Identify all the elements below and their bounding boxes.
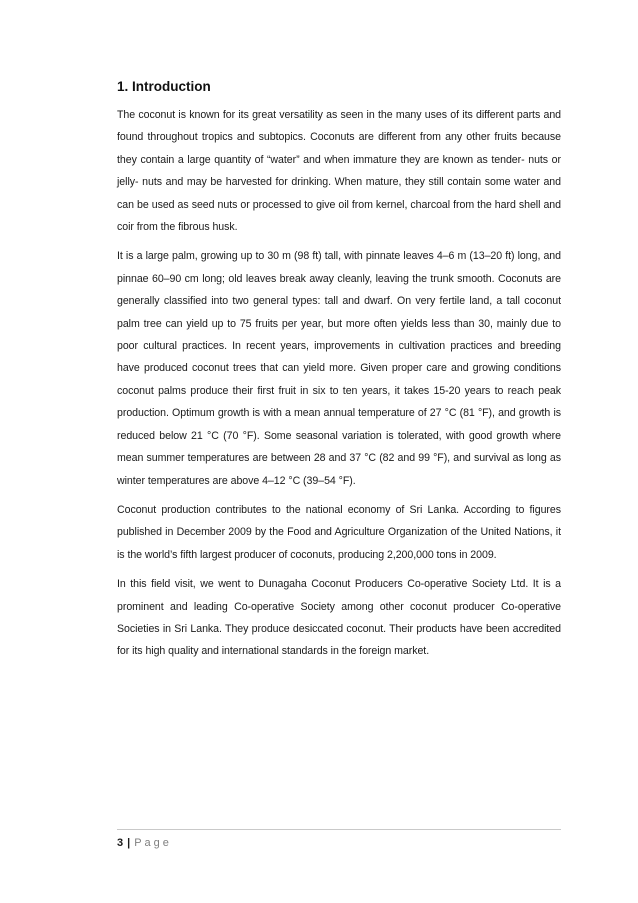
- footer-separator: |: [127, 837, 131, 849]
- footer-divider: [117, 829, 561, 830]
- paragraph-field-visit: In this field visit, we went to Dunagaha Coconut Producers Co-operative Society Ltd. It is a prominent and leading Co-operative Society among other coconut producer Co-operative Societies in Sri Lanka. They produce desiccated coconut. Their products have been accredited for its high quality and international standards in the foreign market.: [117, 578, 561, 658]
- page-label: Page: [134, 837, 172, 849]
- paragraph-palm-description: It is a large palm, growing up to 30 m (98 ft) tall, with pinnate leaves 4–6 m (13–20 ft) long, and pinnae 60–90 cm long; old leaves break away cleanly, leaving the trunk smooth. Coconuts are generally classified into two general types: tall and dwarf. On very fertile land, a tall coconut palm tree can yield up to 75 fruits per year, but more often yields less than 30, mainly due to poor cultural practices. In recent years, improvements in cultivation practices and breeding have produced coconut trees that can yield more. Given proper care and growing conditions coconut palms produce their first fruit in six to ten years, it takes 15-20 years to reach peak production. Optimum growth is with a mean annual temperature of 27 °C (81 °F), and growth is reduced below 21 °C (70 °F). Some seasonal variation is tolerated, with good growth where mean summer temperatures are between 28 and 37 °C (82 and 99 °F), and survival as long as winter temperatures are above 4–12 °C (39–54 °F).: [117, 250, 561, 487]
- paragraph-intro: The coconut is known for its great versatility as seen in the many uses of its different parts and found throughout tropics and subtopics. Coconuts are different from any other fruits because they contain a large quantity of “water” and when immature they are known as tender- nuts or jelly- nuts and may be harvested for drinking. When mature, they still contain some water and can be used as seed nuts or processed to give oil from kernel, charcoal from the hard shell and coir from the fibrous husk.: [117, 109, 561, 234]
- section-heading: 1. Introduction: [117, 79, 211, 94]
- page-number: 3: [117, 837, 124, 849]
- page-footer: [117, 836, 172, 850]
- paragraph-sri-lanka-production: Coconut production contributes to the national economy of Sri Lanka. According to figures published in December 2009 by the Food and Agriculture Organization of the United Nations, it is the world’s fifth largest producer of coconuts, producing 2,200,000 tons in 2009.: [117, 503, 561, 561]
- page-content: [117, 76, 561, 670]
